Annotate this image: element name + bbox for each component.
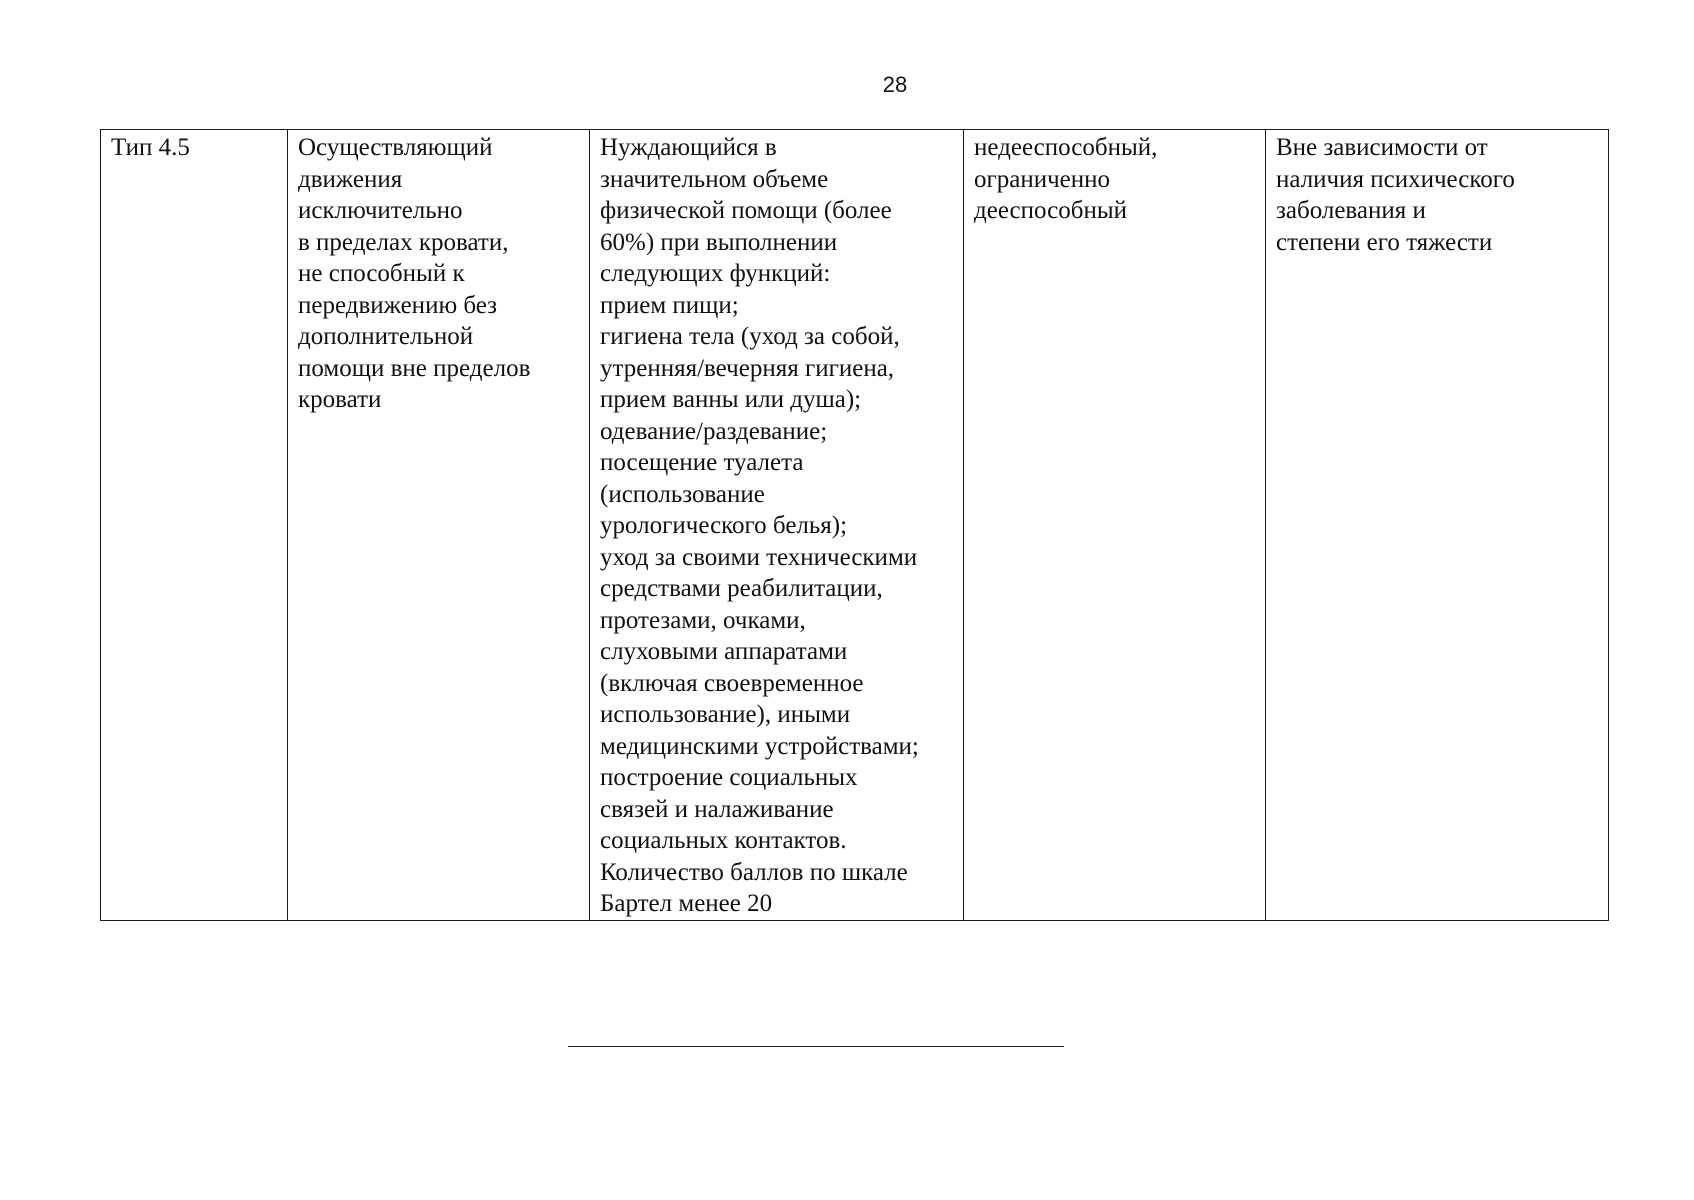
cell-text-line: уход за своими техническими: [600, 543, 918, 571]
cell-text-line: Количество баллов по шкале: [600, 858, 908, 886]
type-label: Тип 4.5: [111, 134, 190, 161]
cell-text-line: посещение туалета: [600, 449, 804, 476]
type-cell: [101, 130, 288, 921]
cell-text-line: одевание/раздевание;: [600, 417, 828, 445]
footer-rule: [568, 1046, 1064, 1047]
cell-text-line: протезами, очками,: [600, 606, 806, 634]
cell-text-line: использование), иными: [600, 701, 851, 728]
cell-text-line: дополнительной: [298, 323, 474, 350]
cell-text-line: утренняя/вечерняя гигиена,: [600, 354, 895, 382]
cell-text-line: в пределах кровати,: [298, 228, 509, 256]
cell-text-line: дееспособный: [974, 197, 1128, 224]
mobility-cell: [288, 130, 590, 921]
cell-text-line: медицинскими устройствами;: [600, 732, 919, 760]
table-row: [101, 130, 1609, 921]
cell-text-line: физической помощи (более: [600, 197, 892, 224]
page-number: 28: [882, 72, 908, 97]
cell-text-line: средствами реабилитации,: [600, 575, 883, 602]
cell-text-line: помощи вне пределов: [298, 354, 531, 382]
cell-text-line: социальных контактов.: [600, 827, 847, 854]
cell-text-line: Бартел менее 20: [600, 890, 773, 917]
cell-text-line: слуховыми аппаратами: [600, 638, 848, 665]
cell-text-line: степени его тяжести: [1276, 228, 1493, 256]
cell-text-line: гигиена тела (уход за собой,: [600, 323, 900, 350]
cell-text-line: Нуждающийся в: [600, 134, 777, 161]
cell-text-line: прием ванны или душа);: [600, 386, 862, 413]
cell-text-line: кровати: [298, 386, 382, 413]
cell-text-line: не способный к: [298, 260, 465, 287]
needs-cell: [590, 130, 964, 921]
cell-text-line: передвижению без: [298, 291, 498, 319]
cell-text-line: заболевания и: [1276, 197, 1426, 224]
cell-text-line: построение социальных: [600, 764, 858, 791]
cell-text-line: недееспособный,: [974, 134, 1158, 161]
cell-text-line: наличия психического: [1276, 165, 1515, 193]
capacity-cell: [964, 130, 1266, 921]
cell-text-line: Вне зависимости от: [1276, 134, 1488, 161]
cell-text-line: связей и налаживание: [600, 795, 834, 823]
cell-text-line: исключительно: [298, 197, 463, 224]
cell-text-line: (использование: [600, 480, 765, 508]
cell-text-line: следующих функций:: [600, 260, 831, 287]
mental-condition-cell: [1266, 130, 1609, 921]
cell-text-line: ограниченно: [974, 165, 1111, 193]
cell-text-line: движения: [298, 165, 403, 193]
cell-text-line: значительном объеме: [600, 165, 829, 193]
cell-text-line: прием пищи;: [600, 291, 739, 319]
cell-text-line: Осуществляющий: [298, 134, 493, 161]
care-type-table: [100, 129, 1609, 921]
cell-text-line: 60%) при выполнении: [600, 228, 838, 256]
cell-text-line: урологического белья);: [600, 512, 848, 539]
cell-text-line: (включая своевременное: [600, 669, 864, 697]
